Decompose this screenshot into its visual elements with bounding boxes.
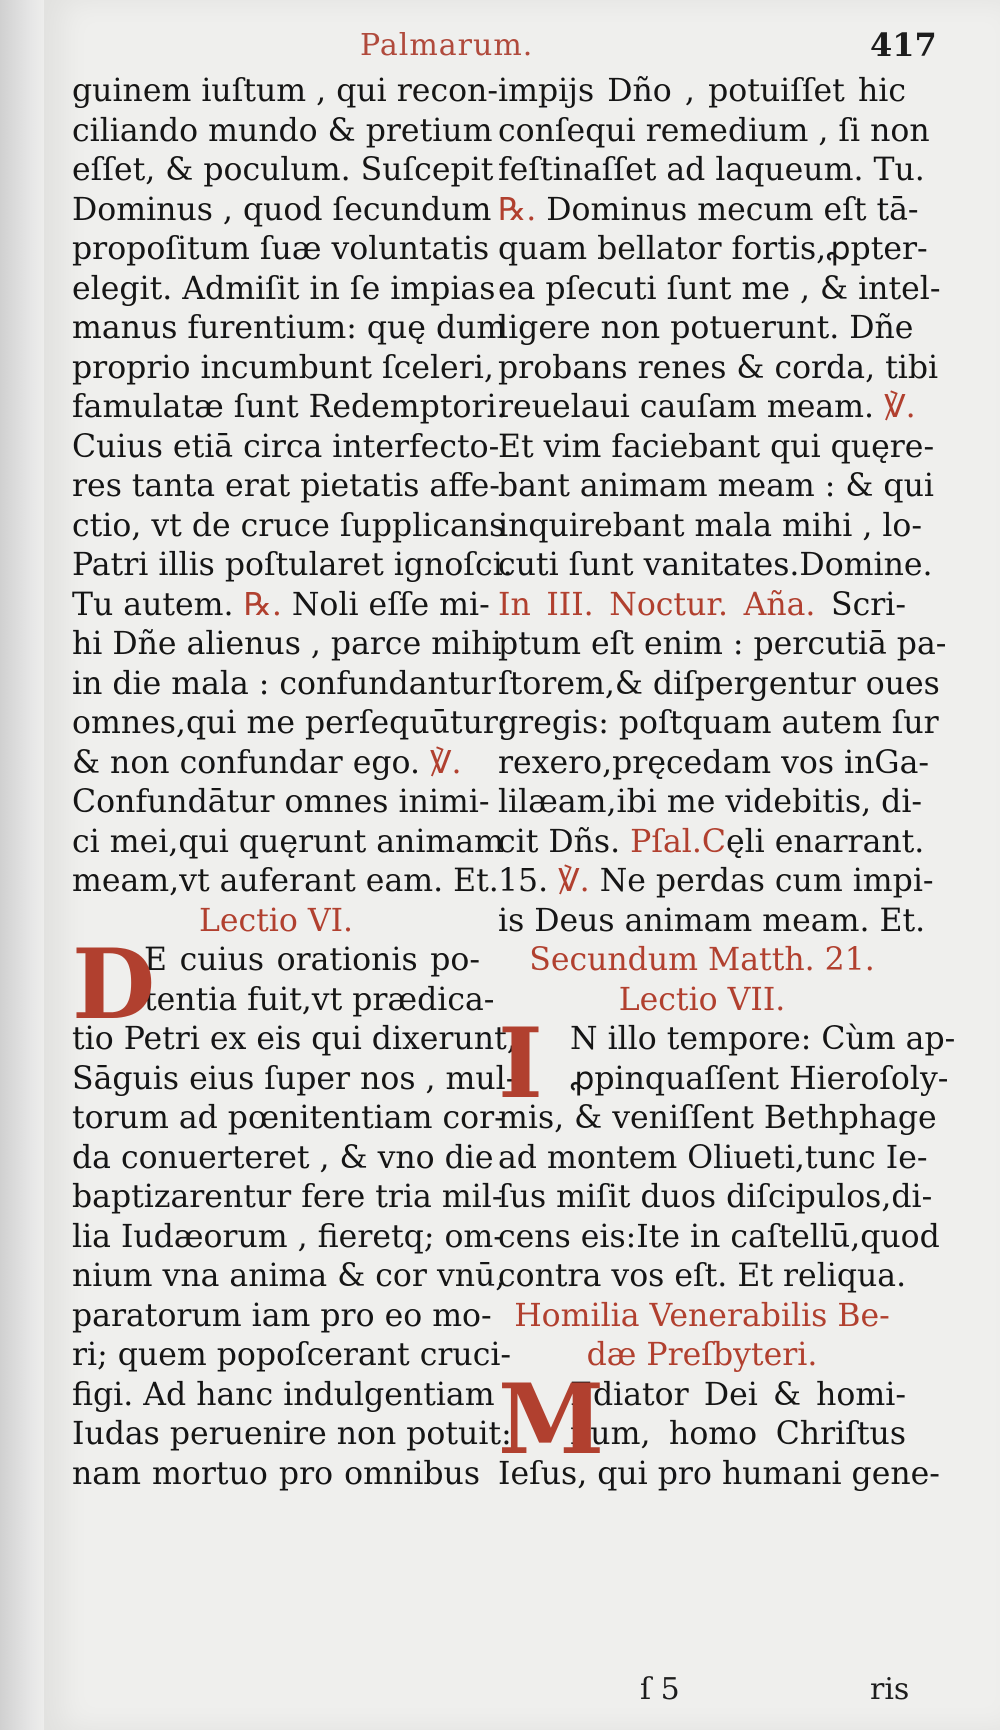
line-text: cuti ſunt vanitates.Domine.	[498, 547, 933, 583]
line-text: ꝓpinquaſſent Hieroſoly-	[570, 1060, 949, 1097]
line-text: baptizarentur fere tria mil-	[72, 1179, 503, 1215]
responsory-end-line	[498, 388, 916, 428]
line-text: famulatæ ſunt Redemptori.	[72, 389, 507, 425]
line-text: paratorum iam pro eo mo-	[72, 1297, 492, 1334]
line-text: Noli eſſe mi-	[291, 586, 490, 623]
line-text: reuelaui cauſam meam.	[498, 389, 875, 425]
line-text: quam bellator fortis,ꝓpter-	[498, 231, 928, 267]
line-text: num, homo Chriſtus	[570, 1416, 906, 1452]
line-text: Dominus mecum eſt tā-	[546, 191, 919, 228]
line-text: inquirebant mala mihi , lo-	[498, 507, 923, 544]
left-mid-text	[72, 625, 509, 744]
line-text: Dominus , quod ſecundum	[72, 191, 492, 228]
line-text: mis, & veniſſent Bethphage	[498, 1100, 937, 1136]
line-text: lia Iudæorum , fieretq; om-	[72, 1218, 504, 1255]
verse-number: 15.	[498, 863, 549, 899]
line-text: omnes,qui me perſequūtur:	[72, 705, 509, 741]
nocturn-line	[498, 586, 906, 626]
line-text: Iudas peruenire non potuit:	[72, 1416, 512, 1452]
responsory-line	[72, 586, 490, 626]
binding-gutter	[0, 0, 44, 1730]
page-number: 417	[870, 26, 937, 64]
line-text: in die mala : confundantur	[72, 665, 496, 702]
signature-mark: ſ 5	[640, 1672, 680, 1707]
homily-heading: Homilia Venerabilis Be-	[514, 1297, 890, 1334]
line-text: feſtinaſſet ad laqueum. Tu.	[498, 152, 925, 188]
versicle-mark: ℣.	[884, 389, 916, 425]
line-text: gregis: poſtquam autem ſur	[498, 705, 939, 741]
line-text: Ediator Dei & homi-	[570, 1376, 906, 1413]
line-text: nium vna anima & cor vnū,	[72, 1258, 506, 1294]
line-text: elegit. Admiſit in ſe impias	[72, 270, 496, 307]
line-text: contra vos eſt. Et reliqua.	[498, 1258, 907, 1294]
line-text: ad montem Oliueti,tunc Ie-	[498, 1139, 928, 1176]
line-text: E cuius orationis po-	[144, 942, 480, 978]
versicle-mark: ℣.	[430, 744, 462, 781]
line-text: ri; quem popoſcerant cruci-	[72, 1337, 512, 1373]
lectio-heading: Lectio VI.	[198, 902, 354, 939]
right-top-text	[498, 72, 930, 191]
psalm-reference: Pſal.C	[630, 823, 726, 860]
line-text: eſſet, & poculum. Suſcepit	[72, 152, 494, 188]
gospel-text	[498, 1099, 940, 1297]
versicle-text	[498, 428, 935, 586]
line-text: da conuerteret , & vno die	[72, 1139, 494, 1176]
homily-heading: dæ Preſbyteri.	[586, 1337, 818, 1373]
left-column	[72, 72, 517, 1494]
line-text: nam mortuo pro omnibus	[72, 1455, 480, 1492]
drop-capital: D	[72, 928, 156, 1041]
line-text: lilæam,ibi me videbitis, di-	[498, 784, 923, 820]
line-text: cit Dñs.	[498, 823, 621, 860]
line-text: meam,vt auferant eam. Et.	[72, 863, 499, 899]
left-end-text	[72, 783, 504, 902]
left-top-text	[72, 72, 513, 586]
line-text: ciliando mundo & pretium	[72, 112, 493, 149]
line-text: ligere non potuerunt. Dñe	[498, 310, 914, 346]
right-column	[498, 72, 956, 1494]
line-text: Ne perdas cum impi-	[599, 863, 934, 899]
line-text: bant animam meam : & qui	[498, 468, 934, 504]
line-text: ęli enarrant.	[725, 823, 925, 860]
gospel-heading: Secundum Matth. 21.	[529, 942, 875, 978]
line-text: ſtorem,& diſpergentur oues	[498, 665, 940, 702]
responsory-text	[498, 230, 941, 388]
running-head: Palmarum.	[360, 28, 534, 63]
line-text: cens eis:Ite in caſtellū,quod	[498, 1218, 940, 1255]
line-text: is Deus animam meam. Et.	[498, 902, 926, 939]
line-text: figi. Ad hanc indulgentiam	[72, 1376, 495, 1413]
antiphon-text	[498, 625, 947, 823]
versicle-line	[72, 744, 480, 784]
line-text: tentia fuit,vt prædica-	[144, 981, 495, 1018]
line-text: Sāguis eius ſuper nos , mul-	[72, 1060, 517, 1097]
nocturn-heading: In III. Noctur. Aña.	[498, 586, 816, 623]
line-text: Confundātur omnes inimi-	[72, 784, 490, 820]
drop-capital: M	[498, 1362, 605, 1476]
line-text: tio Petri ex eis qui dixerunt,	[72, 1021, 517, 1057]
responsory-line	[498, 191, 919, 231]
responsory-mark: ℞.	[243, 586, 282, 623]
line-text: impijs Dño , potuiſſet hic	[498, 73, 906, 109]
line-text: conſequi remedium , ſi non	[498, 112, 930, 149]
drop-capital: I	[498, 1007, 543, 1120]
line-text: torum ad pœnitentiam cor-	[72, 1100, 505, 1136]
line-text: ea pſecuti ſunt me , & intel-	[498, 270, 941, 307]
line-text: Cuius etiā circa interfecto-	[72, 428, 500, 465]
line-text: Tu autem.	[72, 586, 234, 623]
line-text: ctio, vt de cruce ſupplicans	[72, 507, 506, 544]
catchword: ris	[870, 1672, 910, 1707]
line-text: hi Dñe alienus , parce mihi	[72, 626, 502, 662]
lectio-text	[72, 1020, 517, 1494]
versicle-mark: ℣.	[558, 863, 590, 899]
line-text: guinem iuſtum , qui recon-	[72, 73, 498, 109]
verse-line	[498, 862, 934, 902]
line-text: ſus miſit duos diſcipulos,di-	[498, 1179, 933, 1215]
responsory-mark: ℞.	[498, 191, 537, 228]
line-text: probans renes & corda, tibi	[498, 349, 939, 386]
line-text: res tanta erat pietatis affe-	[72, 468, 500, 504]
line-text: ci mei,qui quęrunt animam	[72, 823, 504, 860]
line-text: proprio incumbunt ſceleri,	[72, 349, 494, 386]
psalm-line	[498, 823, 925, 863]
line-text: Et vim faciebant qui quęre-	[498, 428, 935, 465]
line-text: rexero,pręcedam vos inGa-	[498, 744, 930, 781]
line-text: Ieſus, qui pro humani gene-	[498, 1455, 940, 1492]
line-text: ptum eſt enim : percutiā pa-	[498, 626, 947, 662]
lectio-heading: Lectio VII.	[618, 981, 786, 1018]
line-text: N illo tempore: Cùm ap-	[570, 1021, 956, 1057]
line-text: Patri illis poſtularet ignoſci.	[72, 547, 513, 583]
line-text: manus furentium: quę dum	[72, 310, 507, 346]
line-text: propoſitum ſuæ voluntatis	[72, 231, 490, 267]
line-text: Scri-	[831, 586, 906, 623]
line-text: & non confundar ego.	[72, 744, 420, 781]
